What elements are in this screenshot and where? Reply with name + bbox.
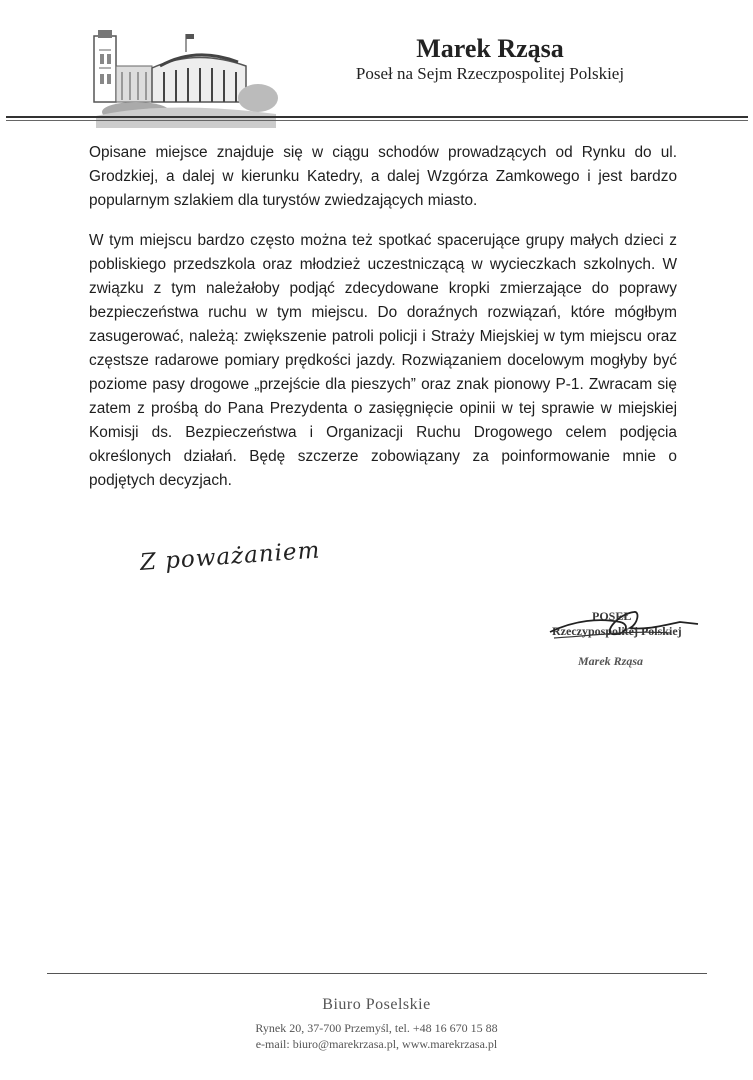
letter-body: [89, 141, 677, 509]
mp-title: Poseł na Sejm Rzeczpospolitej Polskiej: [355, 64, 625, 83]
footer-address: Rynek 20, 37-700 Przemyśl, tel. +48 16 670 15 88: [255, 1021, 498, 1035]
stamp-name: Marek Rząsa: [578, 654, 644, 668]
stamp-title: POSEŁ: [592, 609, 632, 623]
footer-office: Biuro Poselskie: [322, 996, 431, 1013]
letterhead: [0, 0, 753, 135]
paragraph-1: Opisane miejsce znajduje się w ciągu schodów prowadzących od Rynku do ul. Grodzkiej, a dalej w kierunku Katedry, a dalej Wzgórza Zamkowego i jest bardzo popularnym szlakiem dla turystów zwiedzających miasto.: [89, 144, 677, 209]
footer-rule: [47, 973, 707, 974]
mp-name: Marek Rząsa: [416, 34, 564, 63]
footer: [150, 996, 603, 1052]
signature-stamp: [520, 600, 720, 680]
footer-contact: e-mail: biuro@marekrzasa.pl, www.marekrzasa.pl: [255, 1037, 498, 1051]
paragraph-2: W tym miejscu bardzo często można też spotkać spacerujące grupy małych dzieci z pobliskiego przedszkola oraz młodzież uczestniczącą w wycieczkach szkolnych. W związku z tym należałoby podjąć zdecydowane kropki zmierzające do poprawy bezpieczeństwa ruchu w tym miejscu. Do doraźnych rozwiązań, które mógłbym zasugerować, należą: zwiększenie patroli policji i Straży Miejskiej w tym miejscu oraz częstsze radarowe pomiary prędkości jazdy. Rozwiązaniem docelowym mogłyby być poziome pasy drogowe „przejście dla pieszych” oraz znak pionowy P-1. Zwracam się zatem z prośbą do Pana Prezydenta o zasięgnięcie opinii w tej sprawie w miejskiej Komisji ds. Bezpieczeństwa i Organizacji Ruchu Drogowego celem podjęcia określonych działań. Będę szczerze zobowiązany za poinformowanie mnie o podjętych decyzjach.: [89, 232, 677, 489]
header-rule: [6, 116, 748, 120]
stamp-country: Rzeczypospolitej Polskiej: [552, 624, 682, 638]
signature-scribble: [520, 600, 720, 660]
closing-salutation: Z poważaniem: [139, 537, 322, 576]
